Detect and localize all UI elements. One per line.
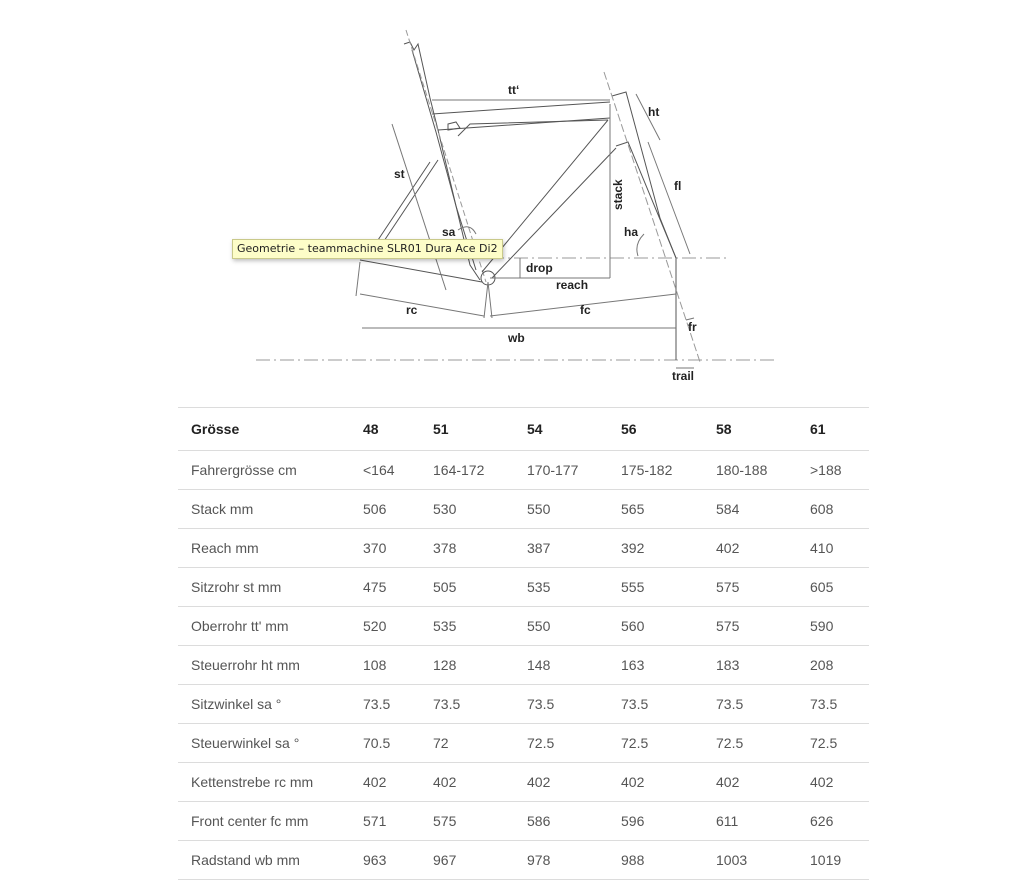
row-label: Steuerwinkel sa ° (178, 724, 363, 763)
cell-value: 148 (527, 646, 621, 685)
cell-value: 565 (621, 490, 716, 529)
cell-value: 73.5 (363, 685, 433, 724)
row-label: Sitzwinkel sa ° (178, 685, 363, 724)
row-label: Radstand wb mm (178, 841, 363, 880)
cell-value: <164 (363, 451, 433, 490)
cell-value: 520 (363, 607, 433, 646)
cell-value: 967 (433, 841, 527, 880)
row-label: Reach mm (178, 529, 363, 568)
cell-value: 550 (527, 490, 621, 529)
label-st: st (394, 167, 405, 181)
table-row (178, 490, 869, 529)
cell-value: 72.5 (810, 724, 869, 763)
bb-drop (484, 282, 488, 318)
cell-value: 608 (810, 490, 869, 529)
table-row (178, 646, 869, 685)
header-label: Grösse (178, 408, 363, 451)
cell-value: 72.5 (621, 724, 716, 763)
cell-value: 402 (527, 763, 621, 802)
cell-value: 530 (433, 490, 527, 529)
cell-value: 590 (810, 607, 869, 646)
fork (660, 218, 676, 360)
cell-value: 584 (716, 490, 810, 529)
label-sa: sa (442, 225, 456, 239)
cell-value: 505 (433, 568, 527, 607)
table-row (178, 685, 869, 724)
cell-value: 535 (527, 568, 621, 607)
cell-value: 392 (621, 529, 716, 568)
row-label: Oberrohr tt' mm (178, 607, 363, 646)
table-header-row (178, 408, 869, 451)
cell-value: 73.5 (433, 685, 527, 724)
cell-value: 575 (716, 568, 810, 607)
rc-dimension (360, 294, 484, 316)
cell-value: 73.5 (527, 685, 621, 724)
cell-value: 208 (810, 646, 869, 685)
cell-value: 550 (527, 607, 621, 646)
cell-value: 575 (716, 607, 810, 646)
cell-value: 387 (527, 529, 621, 568)
header-size: 51 (433, 408, 527, 451)
cell-value: 1019 (810, 841, 869, 880)
row-label: Kettenstrebe rc mm (178, 763, 363, 802)
cell-value: 170-177 (527, 451, 621, 490)
row-label: Front center fc mm (178, 802, 363, 841)
table-row (178, 568, 869, 607)
row-label: Sitzrohr st mm (178, 568, 363, 607)
cell-value: 410 (810, 529, 869, 568)
header-size: 56 (621, 408, 716, 451)
row-label: Steuerrohr ht mm (178, 646, 363, 685)
label-stack: stack (611, 179, 625, 210)
cell-value: 611 (716, 802, 810, 841)
label-rc: rc (406, 303, 418, 317)
cell-value: 586 (527, 802, 621, 841)
table-row (178, 763, 869, 802)
cell-value: 402 (433, 763, 527, 802)
label-ht: ht (648, 105, 660, 119)
cell-value: 73.5 (621, 685, 716, 724)
cell-value: 128 (433, 646, 527, 685)
label-trail: trail (672, 369, 695, 383)
cell-value: 1003 (716, 841, 810, 880)
cell-value: 506 (363, 490, 433, 529)
cell-value: 164-172 (433, 451, 527, 490)
cell-value: 596 (621, 802, 716, 841)
cell-value: 175-182 (621, 451, 716, 490)
cell-value: 571 (363, 802, 433, 841)
cell-value: 978 (527, 841, 621, 880)
cell-value: 555 (621, 568, 716, 607)
label-tt: tt‘ (508, 83, 520, 97)
table-row (178, 841, 869, 880)
cell-value: 402 (716, 763, 810, 802)
cell-value: 626 (810, 802, 869, 841)
chain-stay (360, 260, 482, 282)
table-row (178, 724, 869, 763)
cell-value: 370 (363, 529, 433, 568)
row-label: Stack mm (178, 490, 363, 529)
cell-value: 475 (363, 568, 433, 607)
header-size: 54 (527, 408, 621, 451)
label-reach: reach (556, 278, 589, 292)
rear-axle-drop (356, 262, 360, 296)
header-size: 61 (810, 408, 869, 451)
label-fr: fr (688, 320, 697, 334)
cell-value: 560 (621, 607, 716, 646)
cell-value: 72.5 (527, 724, 621, 763)
label-ha: ha (624, 225, 639, 239)
label-fl: fl (674, 179, 682, 193)
tooltip: Geometrie – teammachine SLR01 Dura Ace Di2 (232, 239, 503, 259)
cell-value: 72 (433, 724, 527, 763)
geometry-table (178, 407, 869, 880)
label-drop: drop (526, 261, 553, 275)
frame-geometry-diagram (0, 0, 1018, 400)
cell-value: 402 (716, 529, 810, 568)
cell-value: 73.5 (716, 685, 810, 724)
cell-value: 963 (363, 841, 433, 880)
cell-value: 535 (433, 607, 527, 646)
cell-value: 988 (621, 841, 716, 880)
sa-arc (458, 227, 476, 234)
row-label: Fahrergrösse cm (178, 451, 363, 490)
cell-value: 402 (363, 763, 433, 802)
bb-drop-2 (488, 282, 492, 318)
cell-value: 575 (433, 802, 527, 841)
table-row (178, 529, 869, 568)
table-row (178, 802, 869, 841)
table-row (178, 607, 869, 646)
header-size: 48 (363, 408, 433, 451)
table-row (178, 451, 869, 490)
cell-value: 605 (810, 568, 869, 607)
cell-value: 72.5 (716, 724, 810, 763)
label-fc: fc (580, 303, 591, 317)
cell-value: 163 (621, 646, 716, 685)
cell-value: 402 (810, 763, 869, 802)
cell-value: 70.5 (363, 724, 433, 763)
cell-value: 378 (433, 529, 527, 568)
label-wb: wb (508, 331, 525, 345)
cell-value: 402 (621, 763, 716, 802)
cell-value: 108 (363, 646, 433, 685)
cell-value: 180-188 (716, 451, 810, 490)
cell-value: 183 (716, 646, 810, 685)
cell-value: >188 (810, 451, 869, 490)
header-size: 58 (716, 408, 810, 451)
cell-value: 73.5 (810, 685, 869, 724)
